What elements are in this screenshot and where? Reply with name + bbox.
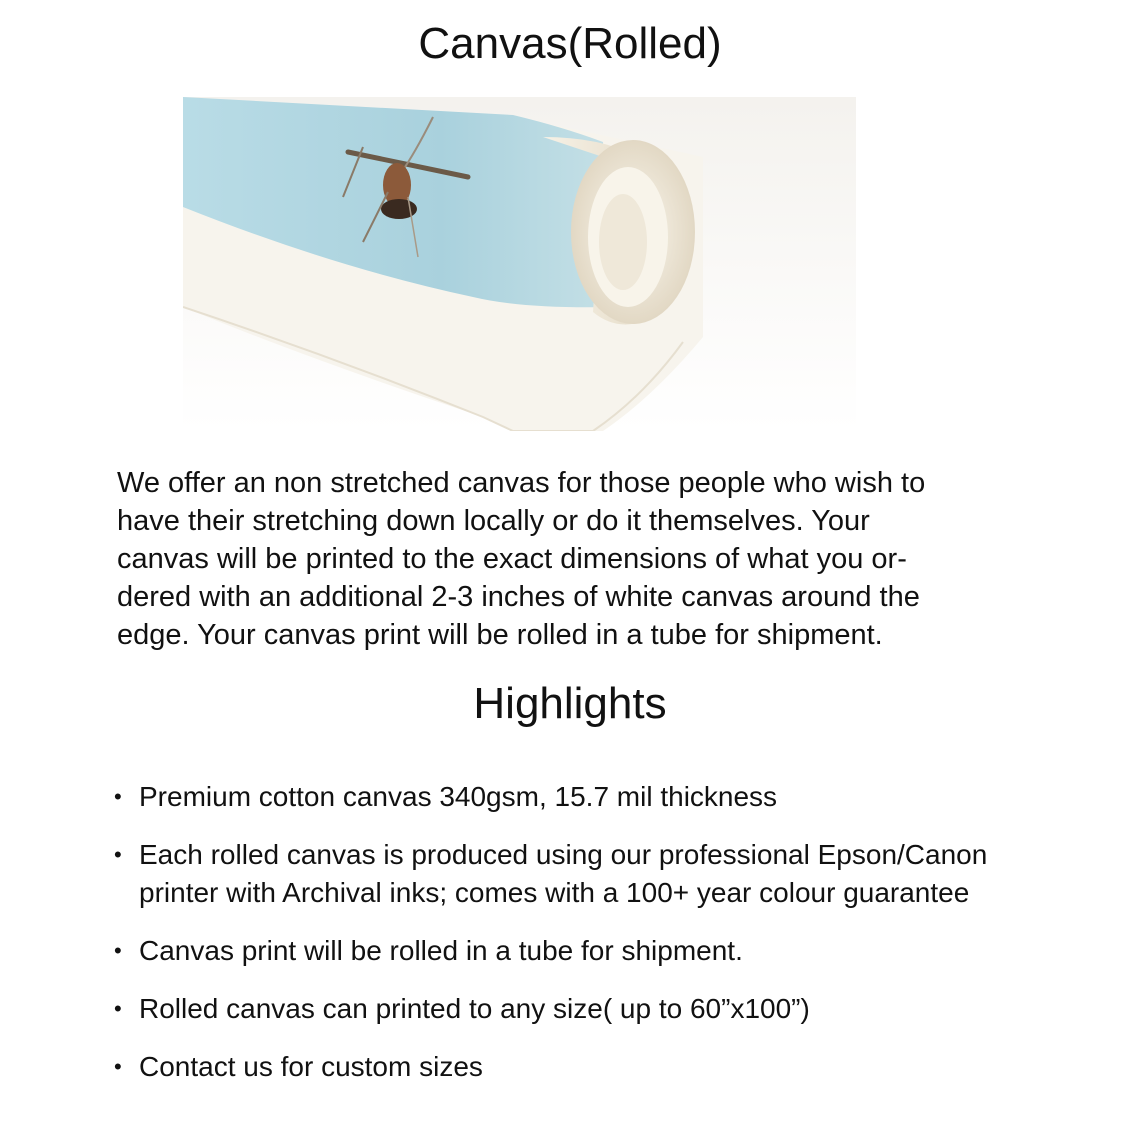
bullet-icon: •: [114, 842, 122, 867]
highlight-item: [112, 990, 1072, 1028]
description-line: dered with an additional 2-3 inches of white canvas around the: [117, 581, 920, 613]
canvas-description: [117, 464, 1017, 654]
highlights-heading: Highlights: [473, 679, 667, 728]
highlight-item: [112, 932, 1072, 970]
description-line: We offer an non stretched canvas for those people who wish to: [117, 467, 926, 499]
description-line: have their stretching down locally or do it themselves. Your: [117, 505, 870, 537]
highlight-text: printer with Archival inks; comes with a 100+ year colour guarantee: [139, 877, 970, 908]
highlight-text: Premium cotton canvas 340gsm, 15.7 mil thickness: [139, 781, 778, 812]
highlight-text: Each rolled canvas is produced using our professional Epson/Canon: [139, 839, 988, 870]
highlight-item: [112, 836, 1072, 912]
bullet-icon: •: [114, 1054, 122, 1079]
highlight-item: [112, 778, 1072, 816]
rolled-canvas-photo: [183, 97, 856, 431]
bullet-icon: •: [114, 784, 122, 809]
highlight-item: [112, 1048, 1072, 1086]
bullet-icon: •: [114, 996, 122, 1021]
highlight-text: Contact us for custom sizes: [139, 1051, 483, 1082]
highlight-text: Canvas print will be rolled in a tube for shipment.: [139, 935, 743, 966]
description-line: edge. Your canvas print will be rolled in a tube for shipment.: [117, 619, 883, 651]
highlight-text: Rolled canvas can printed to any size( up to 60”x100”): [139, 993, 810, 1024]
bullet-icon: •: [114, 938, 122, 963]
description-line: canvas will be printed to the exact dimensions of what you or-: [117, 543, 907, 575]
highlights-list: [112, 778, 1072, 1086]
page-title: Canvas(Rolled): [418, 19, 722, 68]
